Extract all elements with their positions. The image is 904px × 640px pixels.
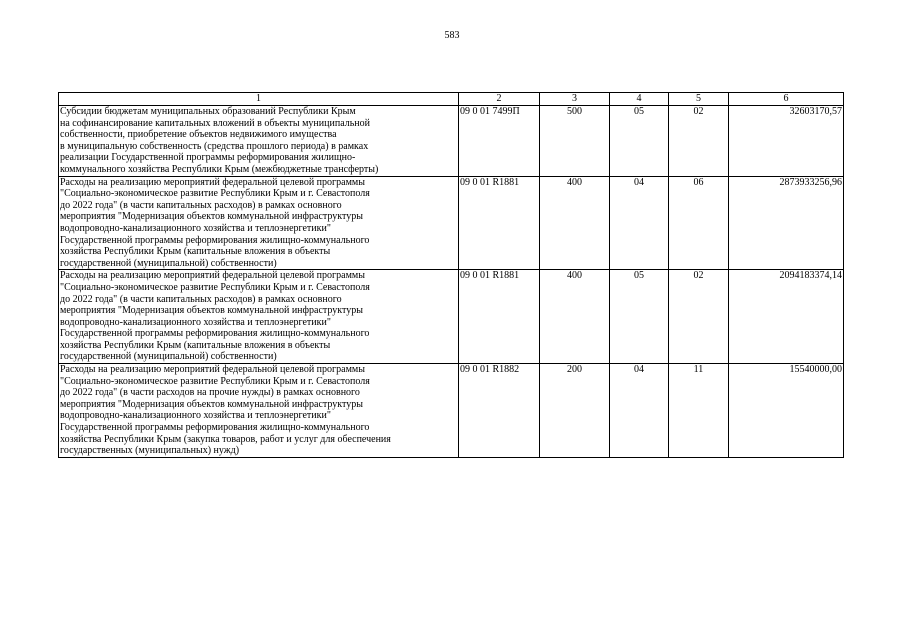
row-expense-type: 400: [540, 176, 610, 270]
row-description: Расходы на реализацию мероприятий федеральной целевой программы "Социально-экономическое развитие Республики Крым и г. Севастополя до 2022 года" (в части капитальных расходов) в рамках основного мероприятия "Модернизация объектов коммунальной инфраструктуры водопроводно-канализационного хозяйства и теплоэнергетики" Государственной программы реформирования жилищно-коммунального хозяйства Республики Крым (капитальные вложения в объекты государственной (муниципальной) собственности): [59, 270, 459, 364]
row-target-code: 09 0 01 R1882: [459, 364, 540, 458]
row-description: Расходы на реализацию мероприятий федеральной целевой программы "Социально-экономическое развитие Республики Крым и г. Севастополя до 2022 года" (в части капитальных расходов) в рамках основного мероприятия "Модернизация объектов коммунальной инфраструктуры водопроводно-канализационного хозяйства и теплоэнергетики" Государственной программы реформирования жилищно-коммунального хозяйства Республики Крым (капитальные вложения в объекты государственной (муниципальной) собственности): [59, 176, 459, 270]
column-header: 1: [59, 93, 459, 106]
row-target-code: 09 0 01 R1881: [459, 270, 540, 364]
row-target-code: 09 0 01 R1881: [459, 176, 540, 270]
header-row: [59, 93, 844, 106]
table-row: [59, 106, 844, 177]
row-section: 05: [610, 106, 669, 177]
budget-table: [58, 92, 844, 458]
row-subsection: 11: [669, 364, 729, 458]
row-subsection: 02: [669, 270, 729, 364]
column-header: 3: [540, 93, 610, 106]
column-header: 6: [729, 93, 844, 106]
row-subsection: 06: [669, 176, 729, 270]
row-description: Субсидии бюджетам муниципальных образований Республики Крым на софинансирование капитальных вложений в объекты муниципальной собственности, приобретение объектов недвижимого имущества в муниципальную собственность (средства прошлого периода) в рамках реализации Государственной программы реформирования жилищно- коммунального хозяйства Республики Крым (межбюджетные трансферты): [59, 106, 459, 177]
row-subsection: 02: [669, 106, 729, 177]
column-header: 4: [610, 93, 669, 106]
column-header: 2: [459, 93, 540, 106]
row-expense-type: 200: [540, 364, 610, 458]
row-section: 05: [610, 270, 669, 364]
row-section: 04: [610, 176, 669, 270]
row-target-code: 09 0 01 7499П: [459, 106, 540, 177]
row-description: Расходы на реализацию мероприятий федеральной целевой программы "Социально-экономическое развитие Республики Крым и г. Севастополя до 2022 года" (в части расходов на прочие нужды) в рамках основного мероприятия "Модернизация объектов коммунальной инфраструктуры водопроводно-канализационного хозяйства и теплоэнергетики" Государственной программы реформирования жилищно-коммунального хозяйства Республики Крым (закупка товаров, работ и услуг для обеспечения государственных (муниципальных) нужд): [59, 364, 459, 458]
row-expense-type: 500: [540, 106, 610, 177]
table-row: [59, 176, 844, 270]
row-amount: 2094183374,14: [729, 270, 844, 364]
row-amount: 15540000,00: [729, 364, 844, 458]
row-amount: 2873933256,96: [729, 176, 844, 270]
table-row: [59, 364, 844, 458]
page-number: 583: [444, 30, 460, 41]
row-amount: 32603170,57: [729, 106, 844, 177]
table-row: [59, 270, 844, 364]
row-expense-type: 400: [540, 270, 610, 364]
row-section: 04: [610, 364, 669, 458]
column-header: 5: [669, 93, 729, 106]
